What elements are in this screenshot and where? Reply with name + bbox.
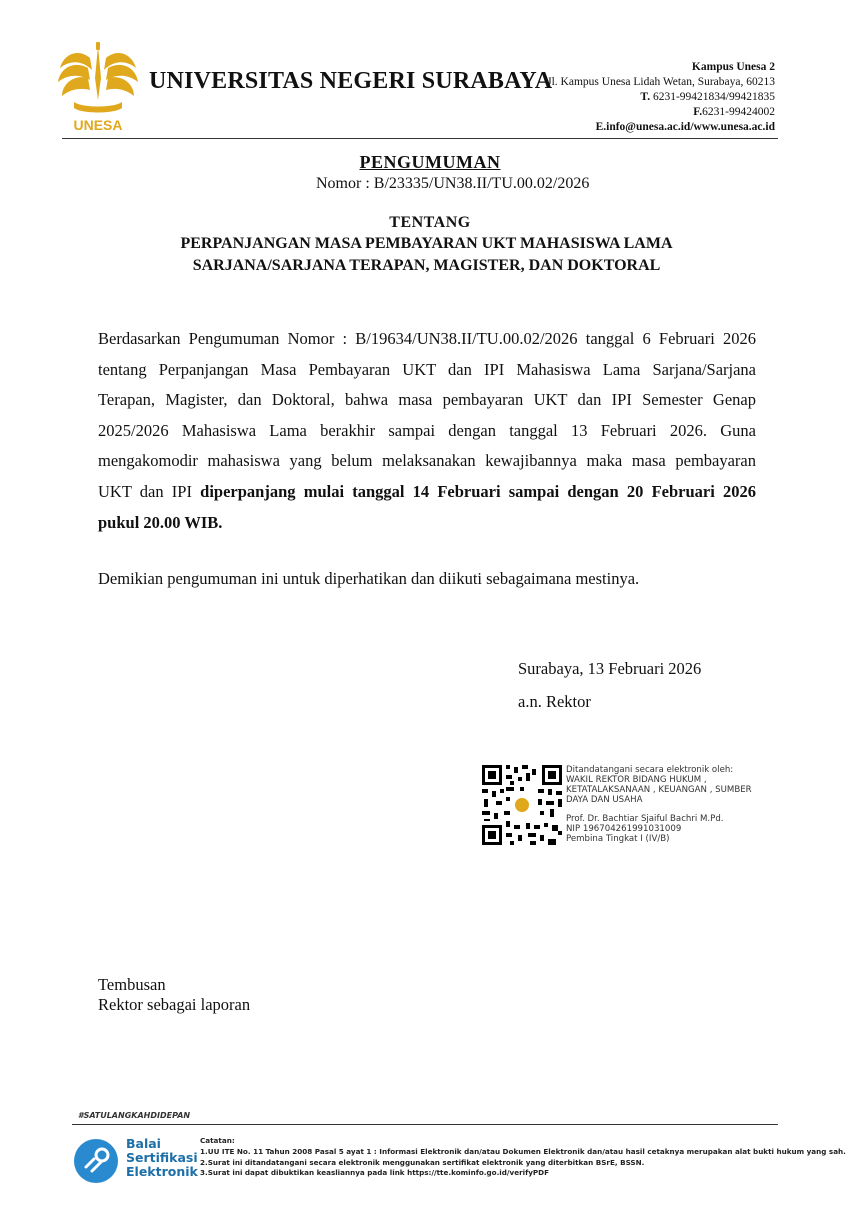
about-heading: TENTANG	[389, 214, 471, 231]
extension-period: diperpanjang mulai tanggal 14 Februari sampai dengan 20 Februari 2026	[200, 481, 756, 501]
logo-text: UNESA	[73, 117, 123, 133]
email-line	[547, 120, 775, 135]
body-line: 2025/2026 Mahasiswa Lama berakhir sampai dengan tanggal 13 Februari 2026. Guna	[98, 420, 756, 440]
document-title: PENGUMUMAN	[359, 152, 501, 172]
body-line: tentang Perpanjangan Masa Pembayaran UKT dan IPI Mahasiswa Lama Sarjana/Sarjana	[98, 359, 756, 379]
hashtag-tagline: #SATULANGKAHDIDEPAN	[78, 1111, 191, 1120]
closing-statement: Demikian pengumuman ini untuk diperhatikan dan diikuti sebagaimana mestinya.	[98, 569, 640, 588]
place-date: Surabaya, 13 Februari 2026	[518, 659, 702, 678]
email-label: E.	[595, 121, 607, 133]
note-item: 3.Surat ini dapat dibuktikan keasliannya pada link https://tte.kominfo.go.id/verifyPDF	[200, 1168, 550, 1178]
on-behalf: a.n. Rektor	[518, 692, 591, 711]
body-line: Berdasarkan Pengumuman Nomor : B/19634/UN38.II/TU.00.02/2026 tanggal 6 Februari 2026	[98, 329, 756, 348]
fax-label: F.	[693, 106, 703, 118]
body-line	[98, 477, 756, 508]
bsre-wordmark	[126, 1137, 198, 1179]
signer-rank: Pembina Tingkat I (IV/B)	[566, 834, 670, 844]
subject-line-1: PERPANJANGAN MASA PEMBAYARAN UKT MAHASISWA LAMA	[180, 235, 673, 252]
tembusan-label: Tembusan	[98, 975, 166, 994]
contact-block	[547, 60, 775, 135]
signer-name: Prof. Dr. Bachtiar Sjaiful Bachri M.Pd.	[566, 814, 724, 824]
document-number: Nomor : B/23335/UN38.II/TU.00.02/2026	[316, 175, 590, 192]
tembusan-item: Rektor sebagai laporan	[98, 995, 251, 1014]
unesa-logo	[52, 38, 144, 134]
phone-label: T.	[640, 91, 651, 103]
signer-position: WAKIL REKTOR BIDANG HUKUM ,	[566, 775, 707, 785]
note-item: 2.Surat ini ditandatangani secara elektronik menggunakan sertifikat elektronik yang diterbitkan BSrE, BSSN.	[200, 1157, 645, 1167]
footer-divider	[72, 1124, 778, 1125]
phone: 6231-99421834/99421835	[652, 91, 775, 103]
body-line: Terapan, Magister, dan Doktoral, bahwa masa pembayaran UKT dan IPI Semester Genap	[98, 390, 756, 410]
body-line: mengakomodir mahasiswa yang belum melaksanakan kewajibannya maka masa pembayaran	[98, 451, 756, 471]
qr-code-icon	[482, 765, 562, 845]
subject-line-2: SARJANA/SARJANA TERAPAN, MAGISTER, DAN DOKTORAL	[192, 257, 661, 274]
email-web: info@unesa.ac.id/www.unesa.ac.id	[606, 121, 775, 133]
signer-position: DAYA DAN USAHA	[566, 795, 643, 805]
fax: 6231-99424002	[702, 106, 775, 118]
body-line6-plain: UKT dan IPI	[98, 481, 201, 501]
bsre-line: Elektronik	[126, 1164, 198, 1179]
header-divider	[62, 138, 778, 139]
bsre-logo-icon	[72, 1137, 120, 1185]
address: Jl. Kampus Unesa Lidah Wetan, Surabaya, 60213	[547, 76, 775, 88]
signature-details	[566, 765, 752, 844]
footer-notes	[200, 1136, 846, 1179]
signer-nip: NIP 196704261991031009	[566, 824, 682, 834]
campus-name: Kampus Unesa 2	[691, 61, 775, 73]
bsre-line: Sertifikasi	[126, 1150, 198, 1165]
body-paragraph	[98, 324, 756, 538]
signed-by-label: Ditandatangani secara elektronik oleh:	[566, 765, 734, 775]
university-name: UNIVERSITAS NEGERI SURABAYA	[149, 68, 553, 94]
deadline-time: pukul 20.00 WIB.	[98, 512, 223, 532]
note-item: 1.UU ITE No. 11 Tahun 2008 Pasal 5 ayat 1 : Informasi Elektronik dan/atau Dokumen Elektronik dan/atau hasil cetaknya merupakan alat bukti hukum yang sah.	[200, 1146, 846, 1156]
notes-title: Catatan:	[200, 1136, 235, 1145]
bsre-line: Balai	[126, 1136, 161, 1151]
fax-line	[547, 105, 775, 120]
signer-position: KETATALAKSANAAN , KEUANGAN , SUMBER	[566, 785, 752, 795]
phone-line	[547, 90, 775, 105]
